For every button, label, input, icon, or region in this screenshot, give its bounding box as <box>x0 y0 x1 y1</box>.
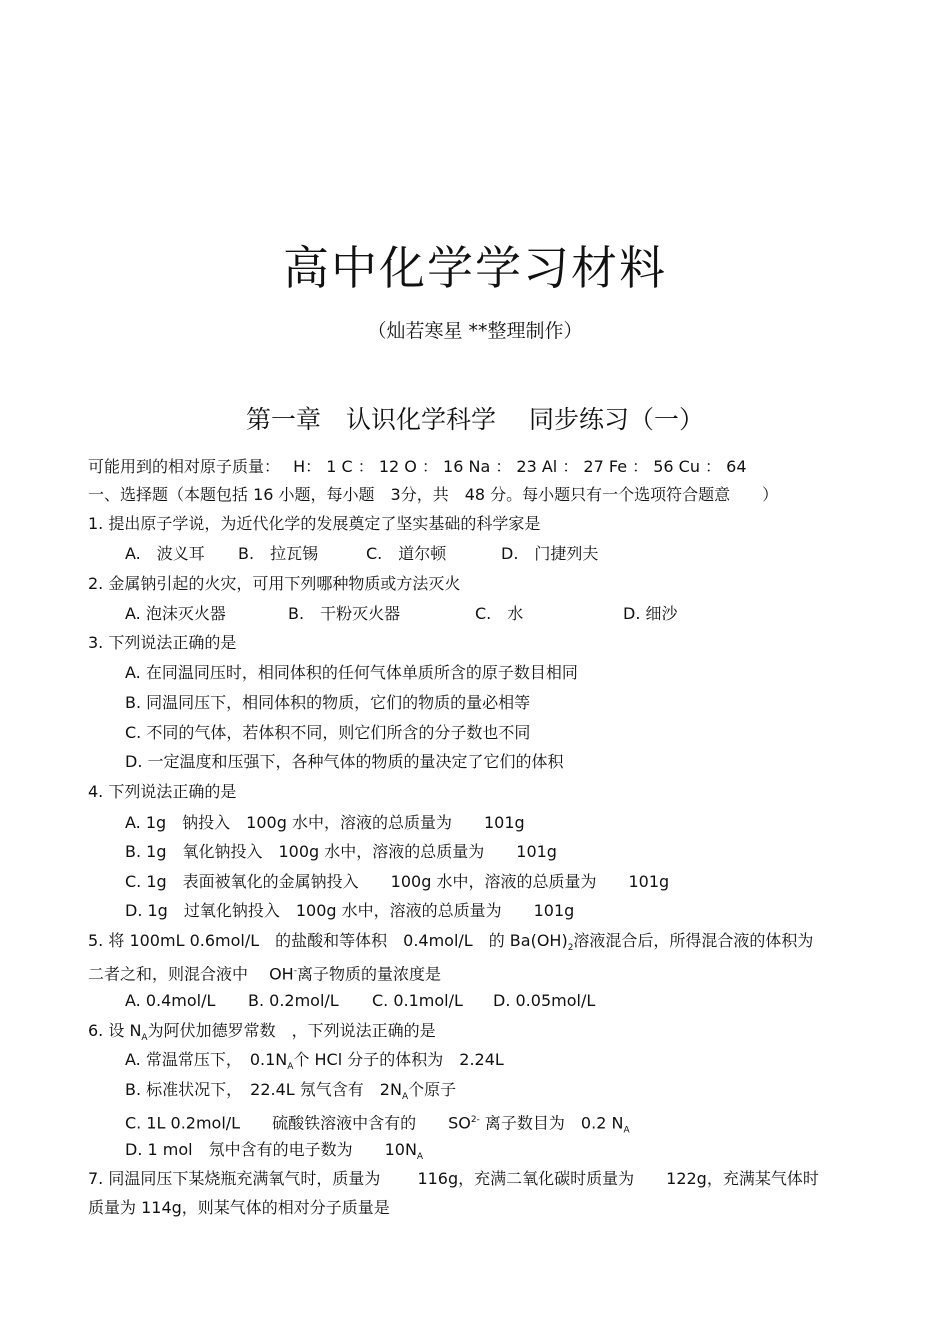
option-c: C. 0.1mol/L <box>372 991 463 1010</box>
document-title: 高中化学学习材料 <box>283 241 667 295</box>
question-2-options <box>125 604 678 624</box>
option-a: A. 波义耳 <box>125 544 205 563</box>
option-d: D. 门捷列夫 <box>501 544 599 563</box>
question-6-option-a: A. 常温常压下， $0.1N_A$个 HCl 分子的体积为 2.24L <box>125 1050 504 1073</box>
question-2-stem: 2. 金属钠引起的火灾，可用下列哪种物质或方法灭火 <box>88 574 461 593</box>
option-a: A. 泡沫灭火器 <box>125 604 226 623</box>
question-4-option-c: C. 1g 表面被氧化的金属钠投入 100g 水中，溶液的总质量为 101g <box>125 872 670 891</box>
option-d: D. 细沙 <box>623 604 678 623</box>
question-4-option-a: A. 1g 钠投入 100g 水中，溶液的总质量为 101g <box>125 813 525 832</box>
atomic-masses-line: 可能用到的相对原子质量： H： 1 C ： 12 O ： 16 Na ： 23 Al ： 27 Fe ： 56 Cu ： 64 <box>88 457 747 476</box>
question-1-options <box>125 544 598 564</box>
question-6-option-b: B. 标准状况下， 22.4L 氖气含有 $2N_A$个原子 <box>125 1080 457 1103</box>
option-b: B. 0.2mol/L <box>248 991 339 1010</box>
question-5-stem-continued: 二者之和，则混合液中 OH-离子物质的量浓度是 <box>88 964 441 984</box>
question-6-option-c: C. 1L 0.2mol/L 硫酸铁溶液中含有的 $SO^{2-}$ 离子数目为 0.2 $N_A$ <box>125 1113 630 1136</box>
question-3-option-b: B. 同温同压下，相同体积的物质，它们的物质的量必相等 <box>125 693 531 712</box>
question-3-stem: 3. 下列说法正确的是 <box>88 633 237 652</box>
question-3-option-c: C. 不同的气体，若体积不同，则它们所含的分子数也不同 <box>125 723 531 742</box>
section-heading: 一、选择题（本题包括 16 小题，每小题 3分，共 48 分。每小题只有一个选项符合题意 ） <box>88 485 779 504</box>
question-3-option-a: A. 在同温同压时，相同体积的任何气体单质所含的原子数目相同 <box>125 663 578 682</box>
question-5-options <box>125 991 595 1011</box>
option-b: B. 干粉灭火器 <box>288 604 401 623</box>
option-b: B. 拉瓦锡 <box>238 544 319 563</box>
question-6-stem: 6. 设 $N_A$为阿伏加德罗常数 ，下列说法正确的是 <box>88 1021 436 1044</box>
option-d: D. 0.05mol/L <box>493 991 596 1010</box>
document-subtitle: （灿若寒星 **整理制作） <box>367 320 583 342</box>
question-5-stem: 5. 将 100mL 0.6mol/L 的盐酸和等体积 0.4mol/L 的 $Ba(OH)_2$溶液混合后，所得混合液的体积为 <box>88 931 814 954</box>
question-7-stem: 7. 同温同压下某烧瓶充满氧气时，质量为 116g，充满二氧化碳时质量为 122g，充满某气体时 <box>88 1169 819 1188</box>
option-a: A. 0.4mol/L <box>125 991 216 1010</box>
question-4-option-d: D. 1g 过氧化钠投入 100g 水中，溶液的总质量为 101g <box>125 901 575 920</box>
question-7-stem-continued: 质量为 114g，则某气体的相对分子质量是 <box>88 1198 390 1217</box>
question-6-option-d: D. 1 mol 氖中含有的电子数为 $10N_A$ <box>125 1140 424 1163</box>
chapter-heading: 第一章 认识化学科学 同步练习（一） <box>246 405 704 434</box>
option-c: C. 道尔顿 <box>366 544 447 563</box>
question-4-stem: 4. 下列说法正确的是 <box>88 782 237 801</box>
option-c: C. 水 <box>475 604 524 623</box>
question-4-option-b: B. 1g 氧化钠投入 100g 水中，溶液的总质量为 101g <box>125 842 557 861</box>
question-3-option-d: D. 一定温度和压强下，各种气体的物质的量决定了它们的体积 <box>125 752 564 771</box>
question-1-stem: 1. 提出原子学说，为近代化学的发展奠定了坚实基础的科学家是 <box>88 514 541 533</box>
